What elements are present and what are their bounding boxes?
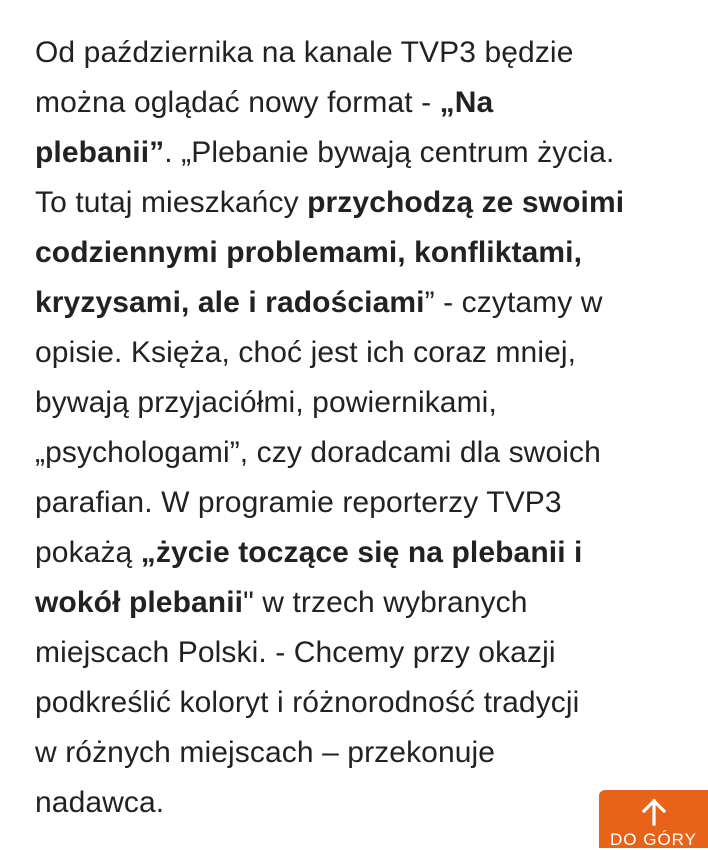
text-segment: podkreślić koloryt i różnorodność tradycji (35, 686, 580, 719)
text-segment: nadawca. (35, 786, 165, 819)
bold-text-segment: przychodzą ze swoimi (307, 186, 625, 219)
text-line (35, 678, 695, 728)
text-line (35, 328, 695, 378)
back-to-top-label: DO GÓRY (610, 830, 697, 849)
text-line (35, 378, 695, 428)
text-line (35, 428, 695, 478)
text-segment: bywają przyjaciółmi, powiernikami, (35, 386, 497, 419)
back-to-top-button[interactable] (599, 790, 708, 848)
text-segment: . „Plebanie bywają centrum życia. (164, 136, 615, 169)
text-segment: To tutaj mieszkańcy (35, 186, 308, 219)
bold-text-segment: codziennymi problemami, konfliktami, (35, 236, 583, 269)
text-segment: " w trzech wybranych (243, 586, 528, 619)
text-line (35, 628, 695, 678)
text-line (35, 78, 695, 128)
text-line (35, 28, 695, 78)
text-line (35, 478, 695, 528)
text-segment: ” - czytamy w (424, 286, 603, 319)
bold-text-segment: wokół plebanii (35, 586, 244, 619)
text-line (35, 178, 695, 228)
text-line (35, 778, 695, 828)
text-segment: pokażą (35, 536, 141, 569)
text-line (35, 578, 695, 628)
text-segment: można oglądać nowy format - (35, 86, 440, 119)
bold-text-segment: „Na (439, 86, 494, 119)
bold-text-segment: „życie toczące się na plebanii i (140, 536, 583, 569)
arrow-up-icon (599, 798, 708, 826)
bold-text-segment: plebanii” (35, 136, 165, 169)
text-segment: „psychologami”, czy doradcami dla swoich (35, 436, 601, 469)
text-segment: w różnych miejscach – przekonuje (35, 736, 496, 769)
text-segment: miejscach Polski. - Chcemy przy okazji (35, 636, 556, 669)
text-line (35, 128, 695, 178)
text-line (35, 278, 695, 328)
text-segment: opisie. Księża, choć jest ich coraz mniej, (35, 336, 577, 369)
text-segment: Od października na kanale TVP3 będzie (35, 36, 574, 69)
text-line (35, 528, 695, 578)
text-line (35, 728, 695, 778)
text-line (35, 228, 695, 278)
bold-text-segment: kryzysami, ale i radościami (35, 286, 425, 319)
article-body (35, 28, 695, 828)
text-segment: parafian. W programie reporterzy TVP3 (35, 486, 562, 519)
